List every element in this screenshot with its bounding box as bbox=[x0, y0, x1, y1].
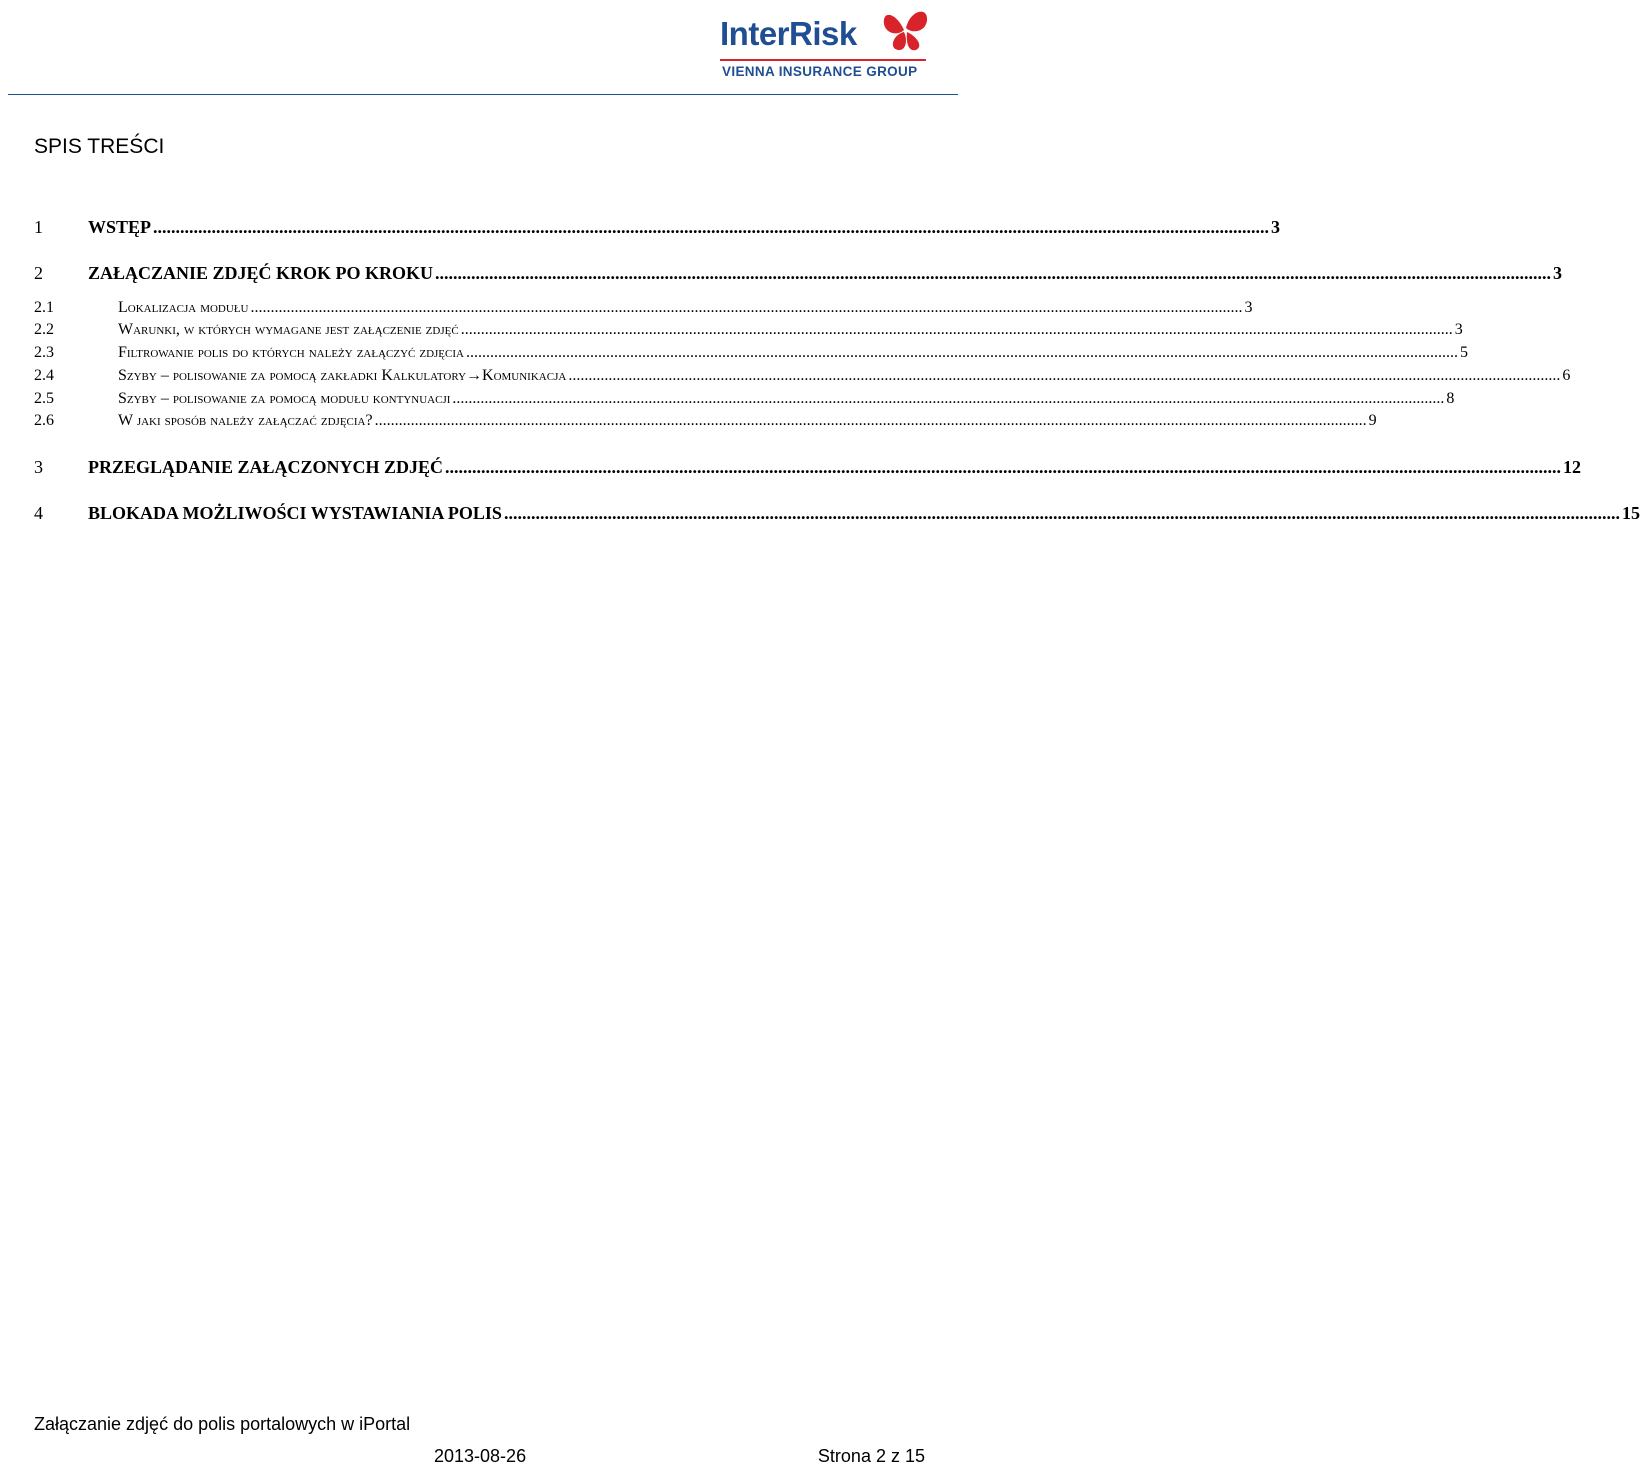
toc-leader: ........................................................................................................................................................................................................................................................ bbox=[445, 457, 1562, 477]
footer-date: 2013-08-26 bbox=[434, 1446, 527, 1466]
logo-divider bbox=[720, 59, 926, 61]
toc-title: ZAŁĄCZANIE ZDJĘĆ KROK PO KROKU bbox=[88, 263, 434, 283]
interrisk-logo bbox=[720, 4, 932, 82]
toc-title: Lokalizacja modułu bbox=[118, 299, 249, 316]
toc-entry[interactable] bbox=[34, 298, 1253, 318]
toc-page: 12 bbox=[1563, 457, 1582, 477]
toc-leader: ........................................................................................................................................................................................................................................................ bbox=[503, 503, 1620, 523]
toc-number: 3 bbox=[34, 457, 43, 477]
toc-page: 3 bbox=[1454, 321, 1463, 338]
toc-title: Filtrowanie polis do których należy załączyć zdjęcia bbox=[118, 344, 464, 361]
toc-page: 9 bbox=[1368, 412, 1377, 429]
logo-subtitle: VIENNA INSURANCE GROUP bbox=[722, 64, 918, 79]
toc-entry[interactable] bbox=[34, 216, 1281, 238]
butterfly-logo-icon bbox=[880, 4, 930, 52]
toc-page: 5 bbox=[1459, 344, 1468, 361]
toc-entry[interactable] bbox=[34, 343, 1468, 363]
toc-leader: ........................................................................................................................................................................................................................................................ bbox=[435, 263, 1552, 283]
toc-number: 2.1 bbox=[34, 299, 54, 316]
toc-title: PRZEGLĄDANIE ZAŁĄCZONYCH ZDJĘĆ bbox=[88, 457, 444, 477]
toc-number: 4 bbox=[34, 503, 43, 523]
header-divider bbox=[8, 94, 958, 95]
toc-number: 2 bbox=[34, 263, 43, 283]
toc-number: 2.5 bbox=[34, 390, 54, 407]
toc-leader: ........................................................................................................................................................................................................................................................ bbox=[568, 367, 1561, 384]
toc-entry[interactable] bbox=[34, 456, 1582, 478]
toc-entry[interactable] bbox=[34, 389, 1455, 409]
toc-page: 3 bbox=[1553, 263, 1563, 283]
toc-page: 15 bbox=[1621, 503, 1640, 523]
logo-wordmark: InterRisk bbox=[720, 15, 857, 52]
toc-title: Warunki, w których wymagane jest załączenie zdjęć bbox=[118, 321, 459, 338]
toc-page: 8 bbox=[1446, 390, 1455, 407]
footer-page-number: Strona 2 z 15 bbox=[817, 1446, 925, 1466]
toc-title: WSTĘP bbox=[88, 217, 152, 237]
toc-entry[interactable] bbox=[34, 320, 1463, 340]
footer-document-title: Załączanie zdjęć do polis portalowych w iPortal bbox=[34, 1414, 411, 1434]
toc-title: W jaki sposób należy załączać zdjęcia? bbox=[118, 412, 373, 429]
toc-entry[interactable] bbox=[34, 366, 1571, 386]
page-header bbox=[0, 0, 960, 96]
toc-entry[interactable] bbox=[34, 502, 1640, 524]
toc-number: 2.6 bbox=[34, 412, 54, 429]
toc-entry[interactable] bbox=[34, 262, 1563, 284]
toc-leader: ........................................................................................................................................................................................................................................................ bbox=[153, 217, 1270, 237]
page-title: SPIS TREŚCI bbox=[34, 135, 165, 158]
toc-leader: ........................................................................................................................................................................................................................................................ bbox=[465, 344, 1458, 361]
toc-leader: ........................................................................................................................................................................................................................................................ bbox=[250, 299, 1243, 316]
toc-leader: ........................................................................................................................................................................................................................................................ bbox=[374, 412, 1367, 429]
toc-number: 2.2 bbox=[34, 321, 54, 338]
toc-title: Szyby – polisowanie za pomocą modułu kontynuacji bbox=[118, 390, 451, 407]
toc-title: BLOKADA MOŻLIWOŚCI WYSTAWIANIA POLIS bbox=[88, 503, 502, 523]
toc-number: 2.3 bbox=[34, 344, 54, 361]
toc-entry[interactable] bbox=[34, 411, 1377, 431]
toc-page: 6 bbox=[1562, 367, 1571, 384]
toc-leader: ........................................................................................................................................................................................................................................................ bbox=[460, 321, 1453, 338]
toc-title: Szyby – polisowanie za pomocą zakładki Kalkulatory→Komunikacja bbox=[118, 367, 567, 384]
toc-page: 3 bbox=[1244, 299, 1253, 316]
toc-page: 3 bbox=[1271, 217, 1281, 237]
toc-number: 2.4 bbox=[34, 367, 54, 384]
toc-number: 1 bbox=[34, 217, 43, 237]
toc-leader: ........................................................................................................................................................................................................................................................ bbox=[452, 390, 1445, 407]
